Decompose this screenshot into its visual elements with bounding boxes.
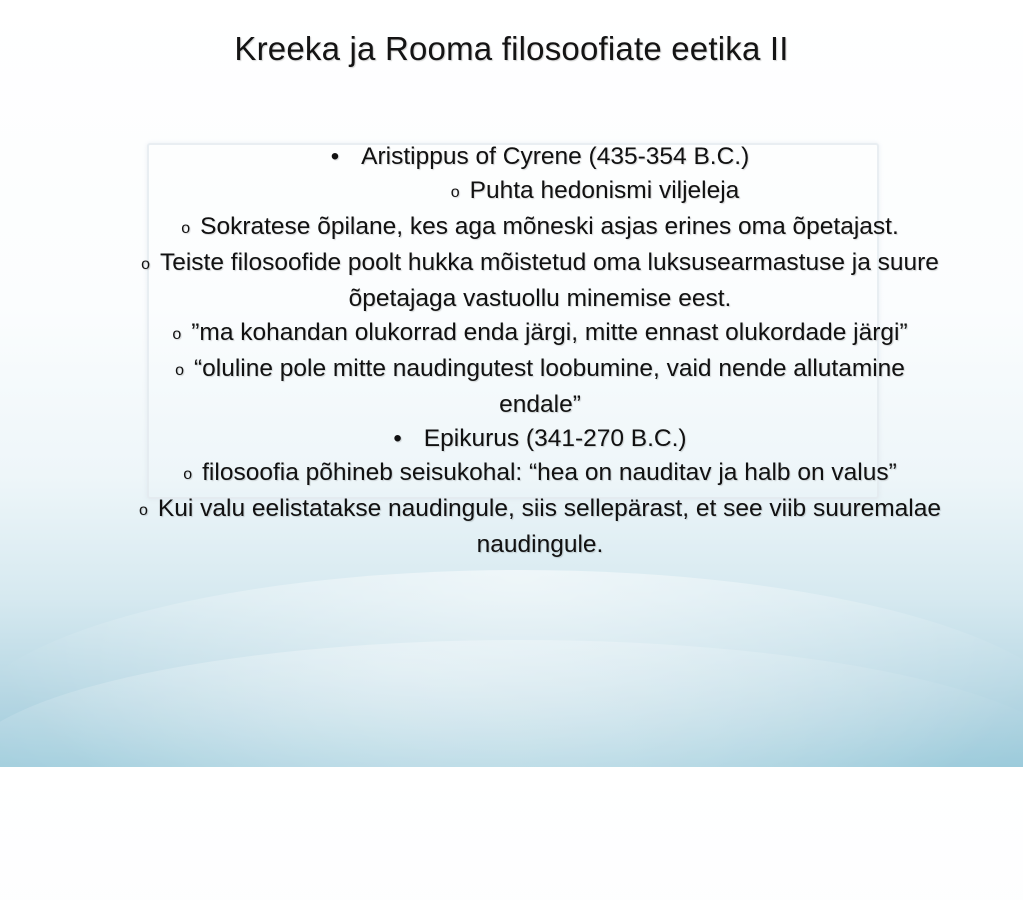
sub-bullet-item bbox=[100, 174, 980, 210]
circle-bullet-icon: o bbox=[181, 220, 191, 237]
sub-bullet-text: ”ma kohandan olukorrad enda järgi, mitte ennast olukordade järgi” bbox=[191, 319, 908, 346]
bullet-item bbox=[100, 140, 980, 174]
sub-bullet-item bbox=[100, 352, 980, 422]
circle-bullet-icon: o bbox=[450, 184, 460, 201]
bullet-icon: • bbox=[330, 143, 340, 170]
circle-bullet-icon: o bbox=[139, 502, 148, 519]
sub-bullet-text: Sokratese õpilane, kes aga mõneski asjas erines oma õpetajast. bbox=[200, 213, 899, 240]
bullet-icon: • bbox=[393, 425, 402, 452]
circle-bullet-icon: o bbox=[183, 466, 193, 483]
sub-bullet-item bbox=[100, 210, 980, 246]
background-wave bbox=[0, 570, 1023, 890]
sub-bullet-item bbox=[100, 492, 980, 562]
bullet-item bbox=[100, 422, 980, 456]
sub-bullet-text: “oluline pole mitte naudingutest loobumine, vaid nende allutamine endale” bbox=[193, 355, 905, 418]
circle-bullet-icon: o bbox=[175, 362, 184, 379]
circle-bullet-icon: o bbox=[141, 256, 150, 273]
sub-bullet-text: Kui valu eelistatakse naudingule, siis sellepärast, et see viib suuremalae naudingule. bbox=[157, 495, 941, 558]
circle-bullet-icon: o bbox=[172, 326, 182, 343]
sub-bullet-text: filosoofia põhineb seisukohal: “hea on nauditav ja halb on valus” bbox=[202, 459, 897, 486]
sub-bullet-item bbox=[100, 316, 980, 352]
slide-title: Kreeka ja Rooma filosoofiate eetika II bbox=[234, 30, 789, 67]
bullet-text: Aristippus of Cyrene (435-354 B.C.) bbox=[361, 143, 750, 170]
bullet-text: Epikurus (341-270 B.C.) bbox=[423, 425, 687, 452]
sub-bullet-item bbox=[100, 456, 980, 492]
sub-bullet-text: Teiste filosoofide poolt hukka mõistetud oma luksusearmastuse ja suure õpetajaga vastuollu minemise eest. bbox=[159, 249, 939, 312]
sub-bullet-item bbox=[100, 246, 980, 316]
background-wave bbox=[0, 640, 1023, 900]
slide-content bbox=[100, 140, 980, 562]
sub-bullet-text: Puhta hedonismi viljeleja bbox=[469, 177, 740, 204]
